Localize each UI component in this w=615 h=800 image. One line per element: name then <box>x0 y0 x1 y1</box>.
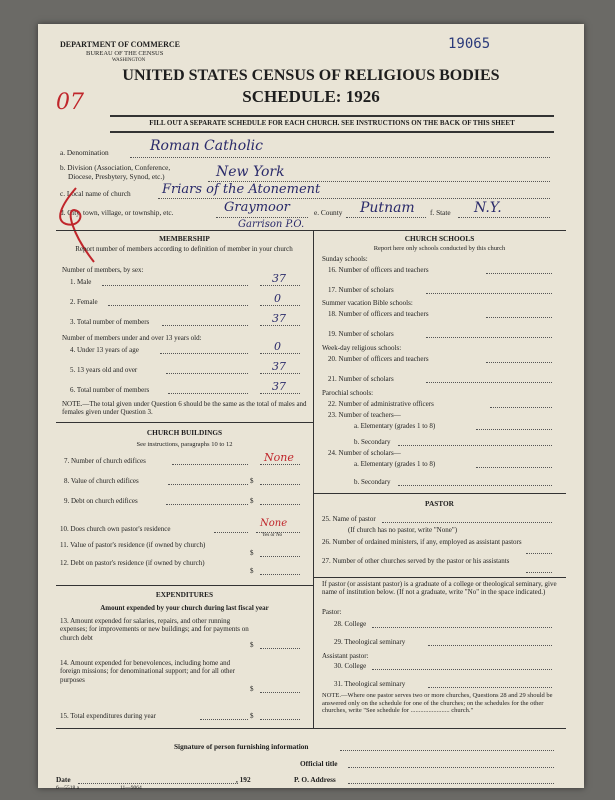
q23a-line <box>476 429 552 430</box>
q13-dollar: $ <box>250 641 254 649</box>
q14-label: 14. Amount expended for benevolences, including home and foreign missions; for denominational support; and for all other purposes <box>60 659 235 684</box>
assistant-sub-label: Assistant pastor: <box>322 652 369 660</box>
county-line <box>346 217 426 218</box>
state-label: f. State <box>430 208 451 217</box>
q23-label: 23. Number of teachers— <box>328 411 401 419</box>
signature-line <box>340 750 554 751</box>
q10-label: 10. Does church own pastor's residence <box>60 525 171 533</box>
q16-label: 16. Number of officers and teachers <box>328 266 429 274</box>
q23b-line <box>398 445 552 446</box>
pastor-note: NOTE.—Where one pastor serves two or more churches, Questions 28 and 29 should be answered only on the schedule for one of the churches; on the schedules for the other churches, write "See schedule for ........................ church." <box>322 692 553 715</box>
q31-label: 31. Theological seminary <box>334 680 406 688</box>
q2-label: 2. Female <box>70 298 98 306</box>
buildings-heading: CHURCH BUILDINGS <box>146 428 223 437</box>
expenditures-heading: EXPENDITURES <box>155 590 214 599</box>
q18-label: 18. Number of officers and teachers <box>328 310 429 318</box>
q7-label: 7. Number of church edifices <box>64 457 146 465</box>
schools-sub: Report here only schools conducted by this church <box>373 245 506 252</box>
q9-leader <box>166 504 248 505</box>
po-address-line <box>348 783 554 784</box>
membership-intro: Report number of members according to definition of member in your church <box>75 245 293 253</box>
q25-sub: (If church has no pastor, write "None") <box>348 526 458 534</box>
q29-line <box>428 645 552 646</box>
division-label-2: Diocese, Presbytery, Synod, etc.) <box>68 172 165 181</box>
signature-label: Signature of person furnishing information <box>174 742 309 751</box>
q9-dollar: $ <box>250 497 254 505</box>
q6-leader <box>168 393 248 394</box>
q23a-label: a. Elementary (grades 1 to 8) <box>354 422 436 430</box>
q15-label: 15. Total expenditures during year <box>60 712 156 720</box>
county-label: e. County <box>314 208 343 217</box>
q20-line <box>486 362 552 363</box>
q10-value: None <box>260 518 288 529</box>
denomination-line <box>130 157 550 158</box>
form-number: 6—5518 a <box>56 785 80 791</box>
q15-answer-line <box>260 719 300 720</box>
sex-intro: Number of members, by sex: <box>62 266 144 274</box>
q1-answer-line <box>260 285 300 286</box>
q24a-line <box>476 467 552 468</box>
q13-label: 13. Amount expended for salaries, repairs, and other running expenses; for improvements or new buildings; and for payments on church debt <box>60 617 249 642</box>
q2-answer-line <box>260 305 300 306</box>
q19-label: 19. Number of scholars <box>328 330 394 338</box>
expenditures-rule <box>56 585 313 586</box>
q11-dollar: $ <box>250 549 254 557</box>
q3-value: 37 <box>272 312 286 325</box>
q5-leader <box>166 373 248 374</box>
graduate-rule <box>313 577 566 578</box>
q6-answer-line <box>260 393 300 394</box>
bureau-name: BUREAU OF THE CENSUS <box>86 50 164 57</box>
sunday-label: Sunday schools: <box>322 255 368 263</box>
q24b-label: b. Secondary <box>354 478 391 486</box>
q28-line <box>372 627 552 628</box>
city-label: d. City, town, village, or township, etc. <box>60 208 174 217</box>
local-name-line <box>158 198 550 199</box>
parochial-label: Parochial schools: <box>322 389 374 397</box>
q9-answer-line <box>260 504 300 505</box>
weekday-label: Week-day religious schools: <box>322 344 402 352</box>
expenditures-sub: Amount expended by your church during last fiscal year <box>100 604 269 612</box>
buildings-rule <box>56 422 313 423</box>
q30-label: 30. College <box>334 662 367 670</box>
q26-label: 26. Number of ordained ministers, if any, employed as assistant pastors <box>322 538 522 546</box>
q12-dollar: $ <box>250 567 254 575</box>
state-value: N.Y. <box>474 200 502 216</box>
local-name-label: c. Local name of church <box>60 189 131 198</box>
print-number: 11—9064 <box>120 785 142 791</box>
membership-note: NOTE.—The total given under Question 6 should be the same as the total of males and females given under Question 3. <box>62 400 307 417</box>
official-title-line <box>348 767 554 768</box>
q9-label: 9. Debt on church edifices <box>64 497 138 505</box>
schools-heading: CHURCH SCHOOLS <box>404 234 475 243</box>
q14-dollar: $ <box>250 685 254 693</box>
department-name: DEPARTMENT OF COMMERCE <box>60 40 181 49</box>
q5-label: 5. 13 years old and over <box>70 366 138 374</box>
city-line <box>216 217 308 218</box>
instruction-rule-top <box>110 115 554 117</box>
pastor-heading: PASTOR <box>425 499 454 508</box>
city-name: WASHINGTON <box>112 58 146 63</box>
membership-heading: MEMBERSHIP <box>159 234 210 243</box>
q23b-label: b. Secondary <box>354 438 391 446</box>
q21-label: 21. Number of scholars <box>328 375 394 383</box>
q20-label: 20. Number of officers and teachers <box>328 355 429 363</box>
census-schedule-sheet <box>38 24 584 791</box>
date-line <box>78 783 238 784</box>
q27-label: 27. Number of other churches served by the pastor or his assistants <box>322 557 510 565</box>
q8-leader <box>168 484 248 485</box>
county-value: Putnam <box>360 200 415 216</box>
buildings-sub: See instructions, paragraphs 10 to 12 <box>136 441 233 448</box>
schedule-title: SCHEDULE: 1926 <box>242 87 380 106</box>
q4-label: 4. Under 13 years of age <box>70 346 139 354</box>
q1-value: 37 <box>272 272 286 285</box>
official-title-label: Official title <box>300 759 338 768</box>
q5-answer-line <box>260 373 300 374</box>
pastor-rule <box>313 493 566 494</box>
serial-number: 19065 <box>448 36 491 52</box>
q4-answer-line <box>260 353 300 354</box>
q12-answer-line <box>260 574 300 575</box>
q29-label: 29. Theological seminary <box>334 638 406 646</box>
form-title: UNITED STATES CENSUS OF RELIGIOUS BODIES <box>122 67 500 84</box>
q5-value: 37 <box>272 360 286 373</box>
q3-leader <box>162 325 248 326</box>
table-top-rule <box>56 230 566 231</box>
local-name-value: Friars of the Atonement <box>162 182 321 197</box>
q8-dollar: $ <box>250 477 254 485</box>
division-label: b. Division (Association, Conference, <box>60 163 171 172</box>
q30-line <box>372 669 552 670</box>
q31-line <box>428 687 552 688</box>
date-label: Date <box>56 775 71 784</box>
q26-line <box>526 553 552 554</box>
q3-label: 3. Total number of members <box>70 318 150 326</box>
q1-label: 1. Male <box>70 278 92 286</box>
q17-line <box>426 293 552 294</box>
column-divider <box>313 230 314 728</box>
denomination-value: Roman Catholic <box>150 138 263 154</box>
q4-value: 0 <box>274 340 281 353</box>
yes-no-caption: Yes or No <box>262 533 283 538</box>
q14-answer-line <box>260 692 300 693</box>
table-bottom-rule <box>56 728 566 729</box>
q25-label: 25. Name of pastor <box>322 515 376 523</box>
division-value: New York <box>216 164 285 180</box>
q19-line <box>426 337 552 338</box>
q22-label: 22. Number of administrative officers <box>328 400 434 408</box>
q8-label: 8. Value of church edifices <box>64 477 139 485</box>
denomination-label: a. Denomination <box>60 148 109 157</box>
date-year: , 192 <box>236 775 251 784</box>
q7-value: None <box>264 451 294 464</box>
q15-dollar: $ <box>250 712 254 720</box>
q16-line <box>486 273 552 274</box>
instruction-line: FILL OUT A SEPARATE SCHEDULE FOR EACH CHURCH. SEE INSTRUCTIONS ON THE BACK OF THIS SHEET <box>149 119 515 127</box>
q13-answer-line <box>260 648 300 649</box>
q18-line <box>486 317 552 318</box>
q10-leader <box>214 532 248 533</box>
city-sub-value: Garrison P.O. <box>238 219 305 230</box>
q25-line <box>382 522 552 523</box>
red-code-annotation: 07 <box>56 90 84 115</box>
instruction-rule-bottom <box>110 131 554 133</box>
q27-line <box>526 572 552 573</box>
q7-answer-line <box>260 464 300 465</box>
age-intro: Number of members under and over 13 years old: <box>62 334 202 342</box>
q17-label: 17. Number of scholars <box>328 286 394 294</box>
q12-label: 12. Debt on pastor's residence (if owned by church) <box>60 559 205 567</box>
q11-answer-line <box>260 556 300 557</box>
q11-label: 11. Value of pastor's residence (if owned by church) <box>60 541 206 549</box>
city-value: Graymoor <box>224 200 290 215</box>
q2-leader <box>108 305 248 306</box>
q3-answer-line <box>260 325 300 326</box>
q28-label: 28. College <box>334 620 367 628</box>
q4-leader <box>160 353 248 354</box>
q24a-label: a. Elementary (grades 1 to 8) <box>354 460 436 468</box>
po-address-label: P. O. Address <box>294 775 336 784</box>
q7-leader <box>172 464 248 465</box>
q24-label: 24. Number of scholars— <box>328 449 401 457</box>
state-line <box>458 217 550 218</box>
q24b-line <box>398 485 552 486</box>
q6-value: 37 <box>272 380 286 393</box>
q1-leader <box>102 285 248 286</box>
graduate-note: If pastor (or assistant pastor) is a graduate of a college or theological seminary, give name of institution below. (If not a graduate, write "No" in the space indicated.) <box>322 580 557 597</box>
pastor-sub-label: Pastor: <box>322 608 342 616</box>
q21-line <box>426 382 552 383</box>
summer-label: Summer vacation Bible schools: <box>322 299 413 307</box>
q15-leader <box>200 719 248 720</box>
q6-label: 6. Total number of members <box>70 386 150 394</box>
q22-line <box>490 407 552 408</box>
q8-answer-line <box>260 484 300 485</box>
q2-value: 0 <box>274 292 281 305</box>
